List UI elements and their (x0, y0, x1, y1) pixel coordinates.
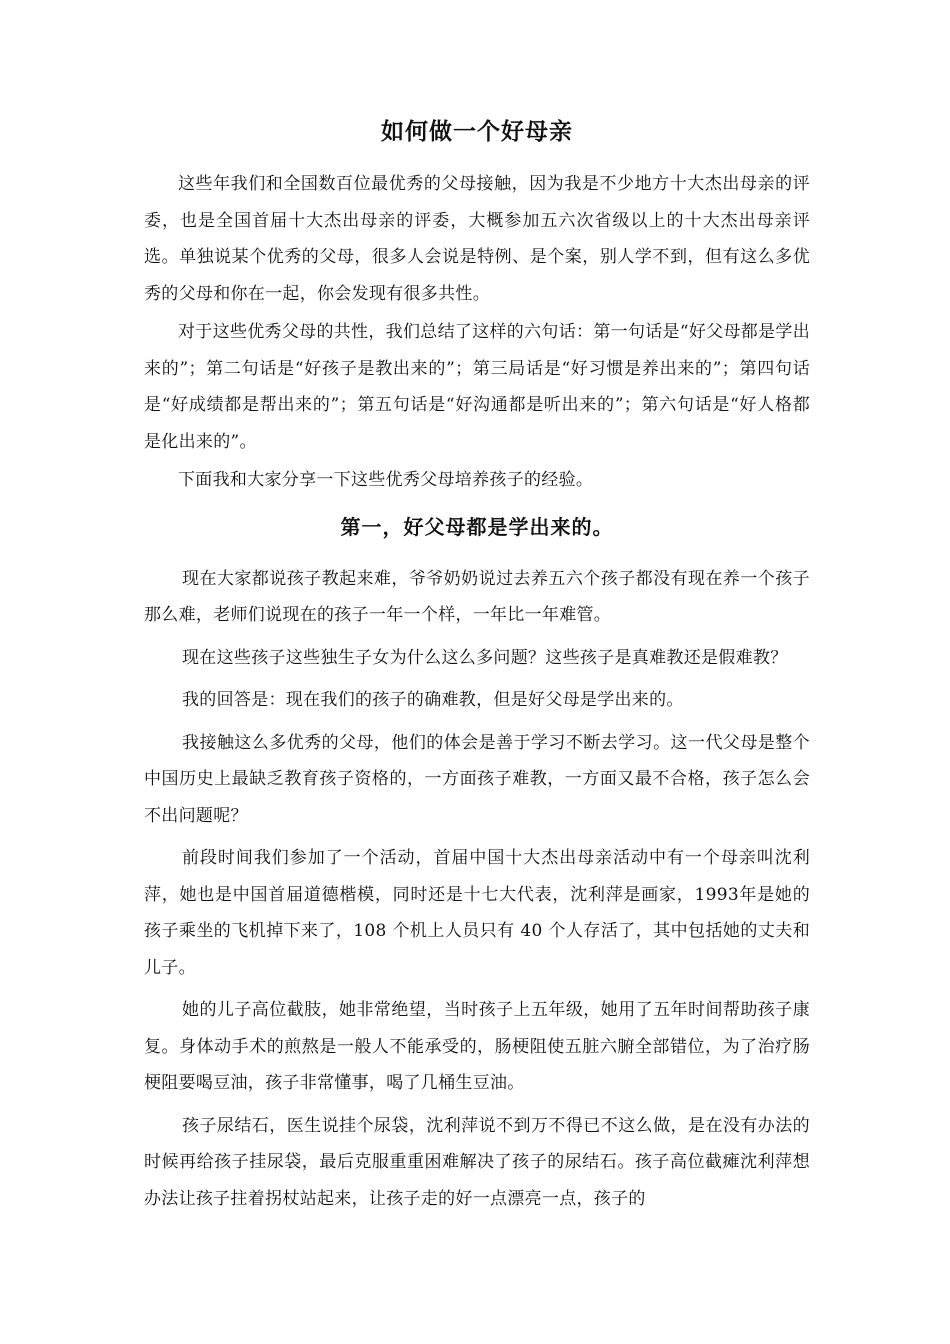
section-paragraph-2: 现在这些孩子这些独生子女为什么这么多问题？这些孩子是真难教还是假难教？ (182, 647, 788, 668)
intro-paragraph-2: 对于这些优秀父母的共性，我们总结了这样的六句话：第一句话是“好父母都是学出来的”；第二句话是“好孩子是教出来的”；第三局话是“好习惯是养出来的”；第四句话是“好成绩都是帮出来的”；第五句话是“好沟通都是听出来的”；第六句话是“好人格都是化出来的”。 (144, 322, 810, 452)
section-paragraph-6: 她的儿子高位截肢，她非常绝望，当时孩子上五年级，她用了五年时间帮助孩子康复。身体动手术的煎熬是一般人不能承受的，肠梗阻使五脏六腑全部错位，为了治疗肠梗阻要喝豆油，孩子非常懂事，喝了几桶生豆油。 (144, 1000, 810, 1093)
section-heading: 第一，好父母都是学出来的。 (340, 514, 614, 539)
intro-paragraph-3: 下面我和大家分享一下这些优秀父母培养孩子的经验。 (178, 470, 594, 490)
section-paragraph-7: 孩子尿结石，医生说挂个尿袋，沈利萍说不到万不得已不这么做，是在没有办法的时候再给孩子挂尿袋，最后克服重重困难解决了孩子的尿结石。孩子高位截瘫沈利萍想办法让孩子拄着拐杖站起来，让孩子走的好一点漂亮一点，孩子的 (144, 1115, 810, 1209)
document-title: 如何做一个好母亲 (381, 118, 573, 145)
section-paragraph-4: 我接触这么多优秀的父母，他们的体会是善于学习不断去学习。这一代父母是整个中国历史上最缺乏教育孩子资格的，一方面孩子难教，一方面又最不合格，孩子怎么会不出问题呢？ (144, 732, 810, 826)
intro-paragraph-1: 这些年我们和全国数百位最优秀的父母接触，因为我是不少地方十大杰出母亲的评委，也是全国首届十大杰出母亲的评委，大概参加五六次省级以上的十大杰出母亲评选。单独说某个优秀的父母，很多人会说是特例、是个案，别人学不到，但有这么多优秀的父母和你在一起，你会发现有很多共性。 (144, 174, 810, 304)
section-paragraph-5: 前段时间我们参加了一个活动，首届中国十大杰出母亲活动中有一个母亲叫沈利萍，她也是中国首届道德楷模，同时还是十七大代表，沈利萍是画家，1993年是她的孩子乘坐的飞机掉下来了，108 个机上人员只有 40 个人存活了，其中包括她的丈夫和儿子。 (144, 848, 810, 978)
section-paragraph-1: 现在大家都说孩子教起来难，爷爷奶奶说过去养五六个孩子都没有现在养一个孩子那么难，老师们说现在的孩子一年一个样，一年比一年难管。 (144, 568, 810, 625)
section-paragraph-3: 我的回答是：现在我们的孩子的确难教，但是好父母是学出来的。 (182, 690, 684, 710)
document-body (144, 112, 810, 1221)
